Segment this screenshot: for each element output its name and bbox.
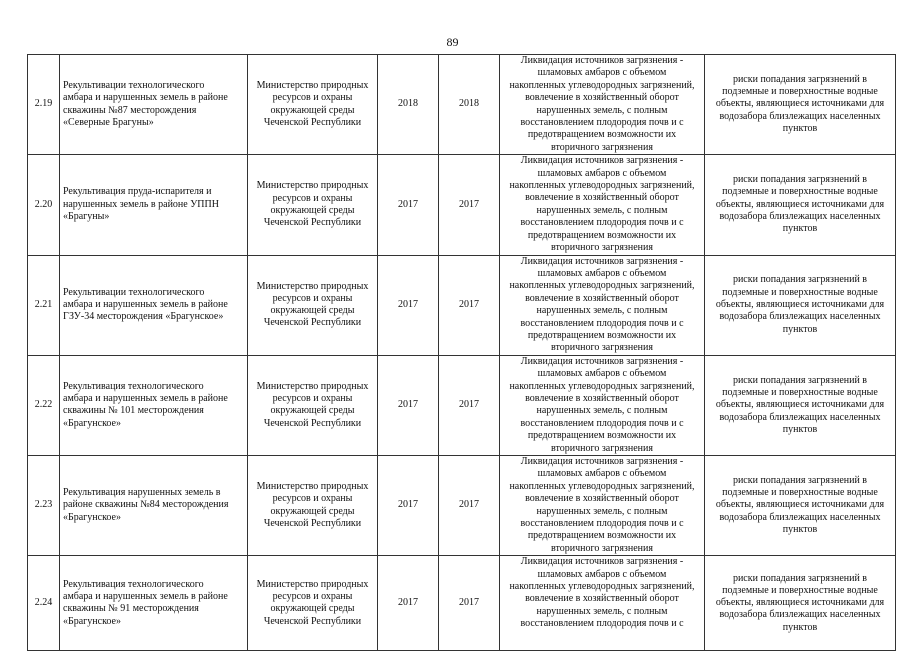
start-year: 2018 (378, 55, 439, 155)
row-number: 2.24 (28, 556, 60, 651)
table-row (28, 456, 896, 556)
end-year: 2017 (439, 355, 500, 455)
end-year: 2017 (439, 556, 500, 651)
expected-result: Ликвидация источников загрязнения - шламовых амбаров с объемом накопленных углеводородных загрязнений, вовлечение в хозяйственный оборот нарушенных земель, с полным восстановлением плодородия почв и с предотвращением возможности их вторичного загрязнения (500, 55, 705, 155)
start-year: 2017 (378, 456, 439, 556)
table-row (28, 155, 896, 255)
executor: Министерство природных ресурсов и охраны окружающей среды Чеченской Республики (248, 55, 378, 155)
expected-result: Ликвидация источников загрязнения - шламовых амбаров с объемом накопленных углеводородных загрязнений, вовлечение в хозяйственный оборот нарушенных земель, с полным восстановлением плодородия почв и с предотвращением возможности их вторичного загрязнения (500, 456, 705, 556)
row-number: 2.22 (28, 355, 60, 455)
expected-result: Ликвидация источников загрязнения - шламовых амбаров с объемом накопленных углеводородных загрязнений, вовлечение в хозяйственный оборот нарушенных земель, с полным восстановлением плодородия почв и с предотвращением возможности их вторичного загрязнения (500, 255, 705, 355)
measures-table (27, 54, 896, 651)
risk-description: риски попадания загрязнений в подземные и поверхностные водные объекты, являющиеся источниками для водозабора близлежащих населенных пунктов (705, 355, 896, 455)
risk-description: риски попадания загрязнений в подземные и поверхностные водные объекты, являющиеся источниками для водозабора близлежащих населенных пунктов (705, 55, 896, 155)
executor: Министерство природных ресурсов и охраны окружающей среды Чеченской Республики (248, 255, 378, 355)
measure-name: Рекультивации технологического амбара и нарушенных земель в районе скважины №87 месторождения «Северные Брагуны» (60, 55, 248, 155)
measure-name: Рекультивация пруда-испарителя и нарушенных земель в районе УППН «Брагуны» (60, 155, 248, 255)
table-row (28, 255, 896, 355)
measure-name: Рекультивация нарушенных земель в районе скважины №84 месторождения «Брагунское» (60, 456, 248, 556)
start-year: 2017 (378, 155, 439, 255)
risk-description: риски попадания загрязнений в подземные и поверхностные водные объекты, являющиеся источниками для водозабора близлежащих населенных пунктов (705, 255, 896, 355)
risk-description: риски попадания загрязнений в подземные и поверхностные водные объекты, являющиеся источниками для водозабора близлежащих населенных пунктов (705, 556, 896, 651)
executor: Министерство природных ресурсов и охраны окружающей среды Чеченской Республики (248, 355, 378, 455)
executor: Министерство природных ресурсов и охраны окружающей среды Чеченской Республики (248, 155, 378, 255)
row-number: 2.21 (28, 255, 60, 355)
measure-name: Рекультивация технологического амбара и нарушенных земель в районе скважины № 101 месторождения «Брагунское» (60, 355, 248, 455)
expected-result: Ликвидация источников загрязнения - шламовых амбаров с объемом накопленных углеводородных загрязнений, вовлечение в хозяйственный оборот нарушенных земель, с полным восстановлением плодородия почв и с (500, 556, 705, 651)
row-number: 2.23 (28, 456, 60, 556)
measures-table-container (27, 54, 895, 633)
page-number: 89 (446, 35, 459, 49)
end-year: 2017 (439, 456, 500, 556)
expected-result: Ликвидация источников загрязнения - шламовых амбаров с объемом накопленных углеводородных загрязнений, вовлечение в хозяйственный оборот нарушенных земель, с полным восстановлением плодородия почв и с предотвращением возможности их вторичного загрязнения (500, 355, 705, 455)
table-row (28, 556, 896, 651)
row-number: 2.20 (28, 155, 60, 255)
executor: Министерство природных ресурсов и охраны окружающей среды Чеченской Республики (248, 456, 378, 556)
risk-description: риски попадания загрязнений в подземные и поверхностные водные объекты, являющиеся источниками для водозабора близлежащих населенных пунктов (705, 456, 896, 556)
executor: Министерство природных ресурсов и охраны окружающей среды Чеченской Республики (248, 556, 378, 651)
measure-name: Рекультивации технологического амбара и нарушенных земель в районе ГЗУ-34 месторождения «Брагунское» (60, 255, 248, 355)
table-body (28, 55, 896, 651)
risk-description: риски попадания загрязнений в подземные и поверхностные водные объекты, являющиеся источниками для водозабора близлежащих населенных пунктов (705, 155, 896, 255)
end-year: 2018 (439, 55, 500, 155)
table-row (28, 355, 896, 455)
start-year: 2017 (378, 255, 439, 355)
measure-name: Рекультивация технологического амбара и нарушенных земель в районе скважины № 91 месторождения «Брагунское» (60, 556, 248, 651)
end-year: 2017 (439, 155, 500, 255)
end-year: 2017 (439, 255, 500, 355)
row-number: 2.19 (28, 55, 60, 155)
table-row (28, 55, 896, 155)
start-year: 2017 (378, 355, 439, 455)
start-year: 2017 (378, 556, 439, 651)
expected-result: Ликвидация источников загрязнения - шламовых амбаров с объемом накопленных углеводородных загрязнений, вовлечение в хозяйственный оборот нарушенных земель, с полным восстановлением плодородия почв и с предотвращением возможности их вторичного загрязнения (500, 155, 705, 255)
